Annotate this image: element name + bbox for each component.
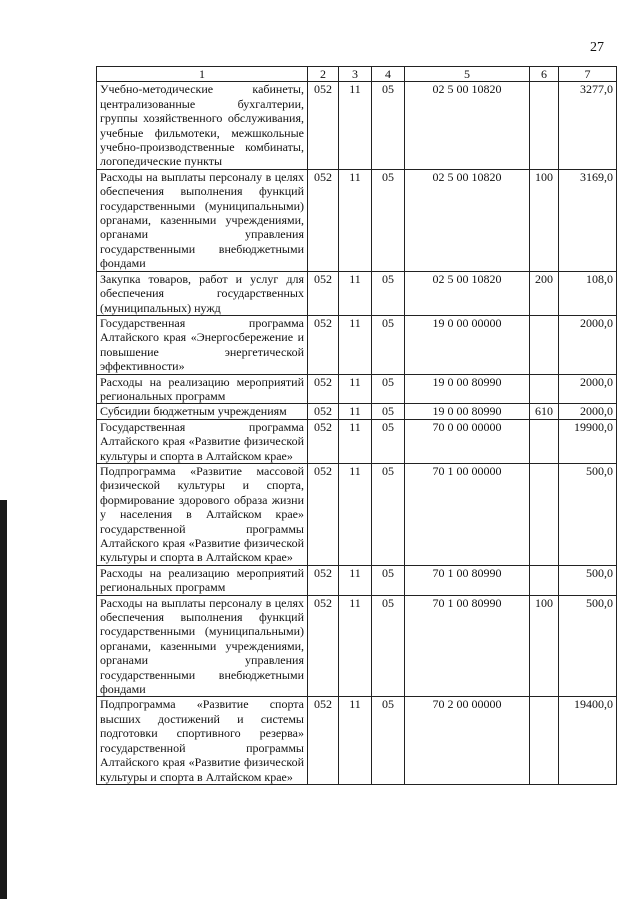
- cell-subsection: 05: [372, 169, 405, 271]
- cell-subsection: 05: [372, 82, 405, 169]
- cell-expense-type: 100: [530, 595, 559, 697]
- cell-subsection: 05: [372, 697, 405, 784]
- cell-section: 11: [339, 565, 372, 595]
- header-col-4: 4: [372, 67, 405, 82]
- cell-name: Закупка товаров, работ и услуг для обеспечения государственных (муниципальных) нужд: [97, 271, 308, 315]
- cell-target-article: 70 2 00 00000: [405, 697, 530, 784]
- cell-subsection: 05: [372, 595, 405, 697]
- header-col-1: 1: [97, 67, 308, 82]
- table-row: [97, 271, 617, 315]
- budget-table: [96, 66, 617, 785]
- cell-expense-type: [530, 315, 559, 374]
- header-col-2: 2: [308, 67, 339, 82]
- table-row: [97, 463, 617, 565]
- cell-amount: 500,0: [559, 565, 617, 595]
- header-col-5: 5: [405, 67, 530, 82]
- cell-name: Расходы на реализацию мероприятий региональных программ: [97, 374, 308, 404]
- cell-section: 11: [339, 419, 372, 463]
- cell-subsection: 05: [372, 565, 405, 595]
- cell-grbs: 052: [308, 271, 339, 315]
- cell-target-article: 19 0 00 80990: [405, 404, 530, 419]
- cell-name: Расходы на реализацию мероприятий региональных программ: [97, 565, 308, 595]
- cell-name: Субсидии бюджетным учреждениям: [97, 404, 308, 419]
- cell-section: 11: [339, 169, 372, 271]
- cell-expense-type: [530, 463, 559, 565]
- cell-expense-type: [530, 565, 559, 595]
- table-row: [97, 82, 617, 169]
- cell-subsection: 05: [372, 374, 405, 404]
- cell-name: Подпрограмма «Развитие спорта высших достижений и системы подготовки спортивного резерва» государственной программы Алтайского края «Развитие физической культуры и спорта в Алтайском крае»: [97, 697, 308, 784]
- cell-amount: 108,0: [559, 271, 617, 315]
- cell-section: 11: [339, 595, 372, 697]
- cell-target-article: 02 5 00 10820: [405, 271, 530, 315]
- cell-grbs: 052: [308, 404, 339, 419]
- cell-name: Расходы на выплаты персоналу в целях обеспечения выполнения функций государственными (муниципальными) органами, казенными учреждениями, органами управления государственными внебюджетными фондами: [97, 169, 308, 271]
- scan-edge-bar: [0, 500, 7, 899]
- cell-target-article: 70 1 00 80990: [405, 595, 530, 697]
- cell-amount: 3169,0: [559, 169, 617, 271]
- cell-target-article: 19 0 00 80990: [405, 374, 530, 404]
- page-number: 27: [590, 40, 604, 55]
- cell-expense-type: 610: [530, 404, 559, 419]
- cell-name: Государственная программа Алтайского края «Развитие физической культуры и спорта в Алтайском крае»: [97, 419, 308, 463]
- cell-grbs: 052: [308, 697, 339, 784]
- header-col-7: 7: [559, 67, 617, 82]
- cell-name: Учебно-методические кабинеты, централизованные бухгалтерии, группы хозяйственного обслуживания, учебные фильмотеки, межшкольные учебно-производственные комбинаты, логопедические пункты: [97, 82, 308, 169]
- cell-target-article: 70 1 00 00000: [405, 463, 530, 565]
- header-col-3: 3: [339, 67, 372, 82]
- cell-target-article: 02 5 00 10820: [405, 82, 530, 169]
- cell-subsection: 05: [372, 315, 405, 374]
- cell-subsection: 05: [372, 271, 405, 315]
- cell-subsection: 05: [372, 463, 405, 565]
- cell-grbs: 052: [308, 419, 339, 463]
- cell-amount: 2000,0: [559, 374, 617, 404]
- table-row: [97, 169, 617, 271]
- cell-section: 11: [339, 82, 372, 169]
- cell-grbs: 052: [308, 315, 339, 374]
- cell-expense-type: [530, 374, 559, 404]
- cell-amount: 500,0: [559, 463, 617, 565]
- table-row: [97, 565, 617, 595]
- cell-grbs: 052: [308, 463, 339, 565]
- cell-section: 11: [339, 271, 372, 315]
- cell-expense-type: 200: [530, 271, 559, 315]
- cell-grbs: 052: [308, 565, 339, 595]
- cell-amount: 2000,0: [559, 315, 617, 374]
- cell-expense-type: 100: [530, 169, 559, 271]
- table-row: [97, 419, 617, 463]
- cell-amount: 2000,0: [559, 404, 617, 419]
- cell-section: 11: [339, 697, 372, 784]
- cell-name: Государственная программа Алтайского края «Энергосбережение и повышение энергетической эффективности»: [97, 315, 308, 374]
- header-col-6: 6: [530, 67, 559, 82]
- cell-amount: 3277,0: [559, 82, 617, 169]
- cell-grbs: 052: [308, 169, 339, 271]
- table-row: [97, 595, 617, 697]
- cell-target-article: 19 0 00 00000: [405, 315, 530, 374]
- cell-grbs: 052: [308, 82, 339, 169]
- header-row: [97, 67, 617, 82]
- cell-expense-type: [530, 419, 559, 463]
- cell-section: 11: [339, 374, 372, 404]
- cell-expense-type: [530, 82, 559, 169]
- cell-target-article: 70 0 00 00000: [405, 419, 530, 463]
- cell-section: 11: [339, 404, 372, 419]
- table-row: [97, 697, 617, 784]
- cell-target-article: 02 5 00 10820: [405, 169, 530, 271]
- table-row: [97, 315, 617, 374]
- cell-amount: 500,0: [559, 595, 617, 697]
- cell-amount: 19400,0: [559, 697, 617, 784]
- cell-expense-type: [530, 697, 559, 784]
- cell-grbs: 052: [308, 595, 339, 697]
- cell-section: 11: [339, 315, 372, 374]
- cell-section: 11: [339, 463, 372, 565]
- table-row: [97, 404, 617, 419]
- cell-name: Подпрограмма «Развитие массовой физической культуры и спорта, формирование здорового образа жизни у населения в Алтайском крае» государственной программы Алтайского края «Развитие физической культуры и спорта в Алтайском крае»: [97, 463, 308, 565]
- cell-subsection: 05: [372, 419, 405, 463]
- cell-subsection: 05: [372, 404, 405, 419]
- cell-amount: 19900,0: [559, 419, 617, 463]
- cell-name: Расходы на выплаты персоналу в целях обеспечения выполнения функций государственными (муниципальными) органами, казенными учреждениями, органами управления государственными внебюджетными фондами: [97, 595, 308, 697]
- cell-target-article: 70 1 00 80990: [405, 565, 530, 595]
- table-row: [97, 374, 617, 404]
- cell-grbs: 052: [308, 374, 339, 404]
